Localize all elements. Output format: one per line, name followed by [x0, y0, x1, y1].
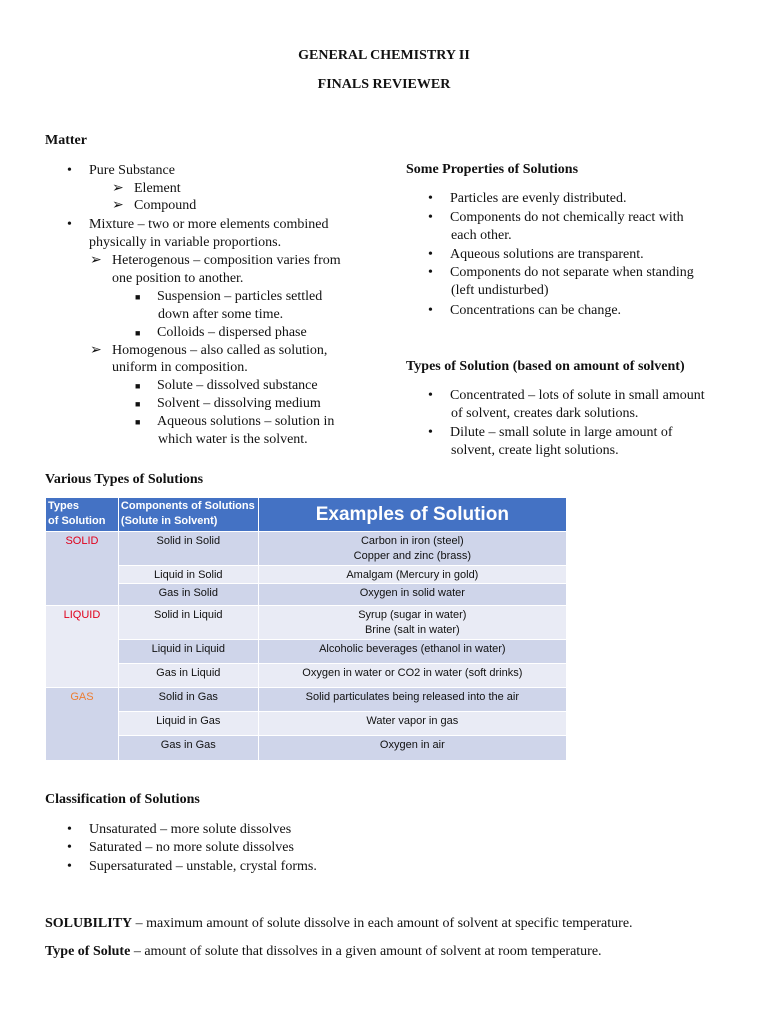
classification-heading: Classification of Solutions: [45, 792, 200, 807]
square-bullet-icon: ■: [135, 328, 141, 338]
list-item: • Supersaturated – unstable, crystal forms.: [67, 859, 317, 874]
table-cell: Solid particulates being released into the air: [258, 688, 566, 712]
list-item-continuation: physically in variable proportions.: [89, 235, 282, 250]
arrow-bullet-icon: ➢: [112, 198, 124, 213]
list-item-continuation: of solvent, creates dark solutions.: [451, 406, 639, 421]
table-cell: Amalgam (Mercury in gold): [258, 566, 566, 584]
list-item: • Pure Substance: [67, 163, 175, 178]
list-item: ■ Solvent – dissolving medium: [135, 396, 321, 411]
square-bullet-icon: ■: [135, 399, 141, 409]
column-header-components: Components of Solutions (Solute in Solvent): [118, 498, 258, 532]
list-item: • Components do not chemically react with: [428, 210, 684, 225]
arrow-bullet-icon: ➢: [90, 253, 102, 268]
bullet-icon: •: [428, 303, 433, 318]
various-heading: Various Types of Solutions: [45, 472, 204, 487]
list-item: • Concentrations can be change.: [428, 303, 622, 318]
table-row: [46, 688, 567, 712]
document-subtitle: FINALS REVIEWER: [317, 77, 451, 92]
solute-type-definition: Type of Solute – amount of solute that dissolves in a given amount of solvent at room temperature.: [45, 944, 602, 959]
table-cell: Gas in Solid: [118, 584, 258, 606]
bullet-icon: •: [67, 859, 72, 874]
list-item: ➢ Heterogenous – composition varies from: [90, 253, 341, 268]
column-header-types: Types of Solution: [46, 498, 119, 532]
bullet-icon: •: [428, 388, 433, 403]
list-item: ■ Suspension – particles settled: [135, 289, 323, 304]
table-row: [46, 532, 567, 566]
table-row: [46, 664, 567, 688]
table-row: [46, 640, 567, 664]
bullet-icon: •: [67, 840, 72, 855]
square-bullet-icon: ■: [135, 292, 141, 302]
list-item-continuation: one position to another.: [112, 271, 244, 286]
list-item: ■ Aqueous solutions – solution in: [135, 414, 335, 429]
table-header-row: [46, 498, 567, 532]
properties-heading: Some Properties of Solutions: [406, 162, 579, 177]
table-cell: Carbon in iron (steel) Copper and zinc (brass): [258, 532, 566, 566]
table-cell: Water vapor in gas: [258, 712, 566, 736]
solubility-definition: SOLUBILITY – maximum amount of solute dissolve in each amount of solvent at specific temperature.: [45, 916, 633, 931]
table-cell: Oxygen in water or CO2 in water (soft drinks): [258, 664, 566, 688]
list-item: ➢ Element: [112, 181, 181, 196]
table-cell: Gas in Gas: [118, 736, 258, 761]
category-solid: SOLID: [46, 532, 119, 606]
list-item-continuation: solvent, create light solutions.: [451, 443, 619, 458]
table-row: [46, 566, 567, 584]
category-liquid: LIQUID: [46, 606, 119, 688]
bullet-icon: •: [428, 265, 433, 280]
table-cell: Alcoholic beverages (ethanol in water): [258, 640, 566, 664]
list-item-continuation: each other.: [451, 228, 512, 243]
bullet-icon: •: [428, 247, 433, 262]
list-item: ■ Colloids – dispersed phase: [135, 325, 307, 340]
column-header-examples: Examples of Solution: [258, 498, 566, 532]
table-cell: Oxygen in air: [258, 736, 566, 761]
list-item: • Aqueous solutions are transparent.: [428, 247, 644, 262]
arrow-bullet-icon: ➢: [90, 343, 102, 358]
table-row: [46, 584, 567, 606]
bullet-icon: •: [67, 163, 72, 178]
table-row: [46, 736, 567, 761]
document-title: GENERAL CHEMISTRY II: [298, 48, 470, 63]
list-item: • Unsaturated – more solute dissolves: [67, 822, 292, 837]
table-cell: Solid in Gas: [118, 688, 258, 712]
bullet-icon: •: [67, 217, 72, 232]
list-item: • Particles are evenly distributed.: [428, 191, 627, 206]
table-cell: Solid in Solid: [118, 532, 258, 566]
list-item-continuation: down after some time.: [158, 307, 284, 322]
list-item: • Components do not separate when standing: [428, 265, 694, 280]
list-item-continuation: uniform in composition.: [112, 360, 248, 375]
list-item: • Concentrated – lots of solute in small amount: [428, 388, 705, 403]
square-bullet-icon: ■: [135, 417, 141, 427]
list-item: • Saturated – no more solute dissolves: [67, 840, 294, 855]
category-gas: GAS: [46, 688, 119, 761]
list-item-continuation: which water is the solvent.: [158, 432, 308, 447]
table-cell: Liquid in Solid: [118, 566, 258, 584]
table-row: [46, 712, 567, 736]
types-amount-heading: Types of Solution (based on amount of solvent): [406, 359, 685, 374]
square-bullet-icon: ■: [135, 381, 141, 391]
list-item: ■ Solute – dissolved substance: [135, 378, 318, 393]
arrow-bullet-icon: ➢: [112, 181, 124, 196]
list-item-continuation: (left undisturbed): [451, 283, 549, 298]
bullet-icon: •: [428, 191, 433, 206]
table-cell: Gas in Liquid: [118, 664, 258, 688]
table-cell: Solid in Liquid: [118, 606, 258, 640]
table-cell: Syrup (sugar in water) Brine (salt in water): [258, 606, 566, 640]
bullet-icon: •: [428, 210, 433, 225]
table-cell: Liquid in Liquid: [118, 640, 258, 664]
bullet-icon: •: [67, 822, 72, 837]
list-item: ➢ Homogenous – also called as solution,: [90, 343, 328, 358]
table-row: [46, 606, 567, 640]
table-cell: Liquid in Gas: [118, 712, 258, 736]
list-item: ➢ Compound: [112, 198, 197, 213]
bullet-icon: •: [428, 425, 433, 440]
matter-heading: Matter: [45, 133, 87, 148]
list-item: • Mixture – two or more elements combined: [67, 217, 329, 232]
solutions-table: [45, 497, 567, 761]
table-cell: Oxygen in solid water: [258, 584, 566, 606]
list-item: • Dilute – small solute in large amount of: [428, 425, 673, 440]
